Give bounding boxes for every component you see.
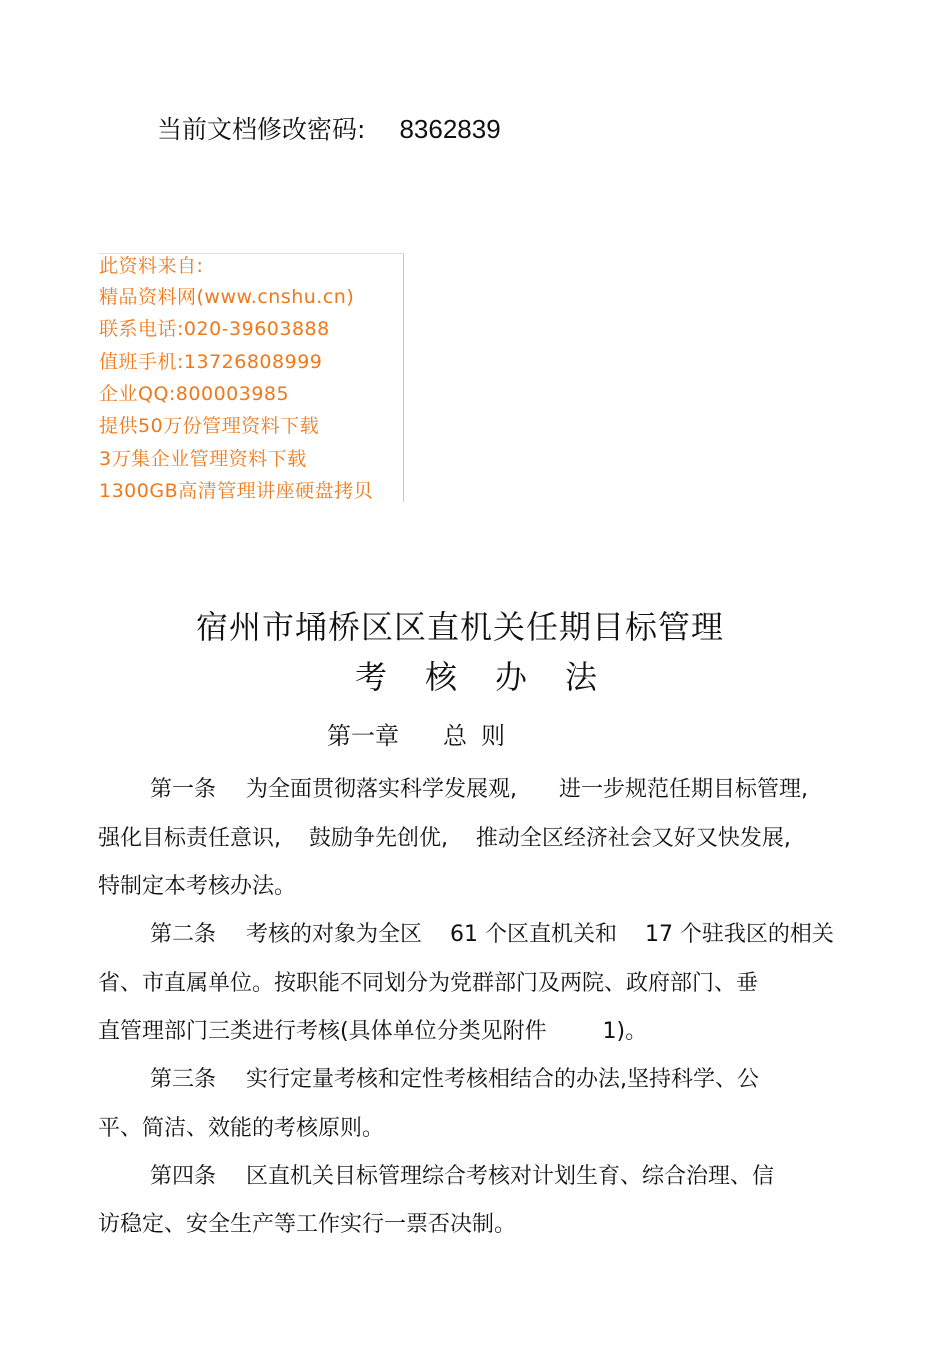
- article-2-line-2: 省、市直属单位。按职能不同划分为党群部门及两院、政府部门、垂: [98, 971, 759, 996]
- article-2-line-3: 直管理部门三类进行考核(具体单位分类见附件 1)。: [98, 1019, 648, 1044]
- chapter-title-1: 总: [443, 722, 467, 750]
- ad-line-website: 精品资料网(www.cnshu.cn): [99, 286, 355, 308]
- article-1-line-3: 特制定本考核办法。: [98, 874, 297, 899]
- password-line: [157, 112, 501, 147]
- article-4-line-1: [150, 1161, 774, 1193]
- password-label: 当前文档修改密码:: [157, 115, 366, 144]
- ad-line-mobile: 值班手机:13726808999: [99, 351, 323, 373]
- chapter-title-2: 则: [481, 722, 505, 750]
- article-label: 第四条: [150, 1164, 217, 1189]
- article-3-line-2: 平、简洁、效能的考核原则。: [98, 1116, 385, 1141]
- subtitle-char: 核: [425, 658, 458, 696]
- subtitle-char: 办: [495, 658, 528, 696]
- article-4-line-2: 访稳定、安全生产等工作实行一票否决制。: [98, 1212, 517, 1237]
- article-1-line-2: 强化目标责任意识, 鼓励争先创优, 推动全区经济社会又好又快发展,: [98, 826, 791, 851]
- article-text: 区直机关目标管理综合考核对计划生育、综合治理、信: [246, 1164, 775, 1189]
- ad-box: [98, 253, 404, 502]
- ad-line-offer-3: 1300GB高清管理讲座硬盘拷贝: [99, 480, 374, 502]
- subtitle-char: 考: [355, 658, 388, 696]
- article-label: 第二条: [150, 922, 217, 947]
- article-label: 第三条: [150, 1067, 217, 1092]
- article-2-line-1: [150, 919, 834, 951]
- ad-line-source: 此资料来自:: [99, 255, 204, 277]
- chapter-number: 第一章: [327, 722, 399, 750]
- chapter-heading: [327, 718, 505, 754]
- article-label: 第一条: [150, 777, 217, 802]
- ad-line-qq: 企业QQ:800003985: [99, 383, 290, 405]
- article-text: 实行定量考核和定性考核相结合的办法,坚持科学、公: [246, 1067, 760, 1092]
- article-3-line-1: [150, 1064, 759, 1096]
- password-value: 8362839: [399, 114, 501, 144]
- article-text: 考核的对象为全区 61 个区直机关和 17 个驻我区的相关: [246, 922, 834, 947]
- ad-line-offer-2: 3万集企业管理资料下载: [99, 448, 307, 470]
- ad-line-offer-1: 提供50万份管理资料下载: [99, 415, 320, 437]
- document-subtitle: [355, 655, 635, 699]
- document-title: 宿州市埇桥区区直机关任期目标管理: [196, 608, 725, 646]
- article-text: 为全面贯彻落实科学发展观, 进一步规范任期目标管理,: [246, 777, 808, 802]
- article-1-line-1: [150, 774, 808, 806]
- ad-line-phone: 联系电话:020-39603888: [99, 318, 330, 340]
- subtitle-char: 法: [565, 658, 598, 696]
